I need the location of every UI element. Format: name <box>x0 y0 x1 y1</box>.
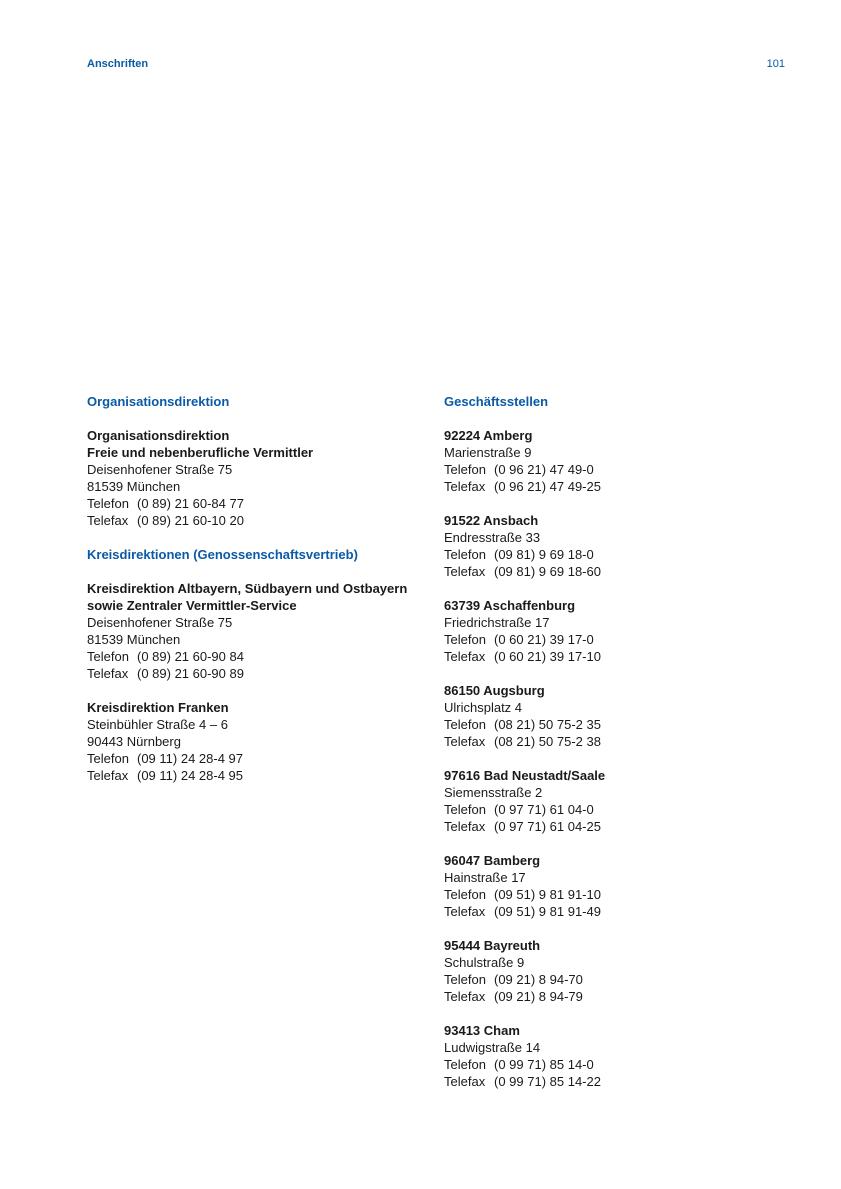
address-block <box>444 597 784 665</box>
fax-number: (0 99 71) 85 14-22 <box>494 1074 601 1089</box>
left-column <box>87 393 417 801</box>
address-block <box>87 580 417 682</box>
office-name: 63739 Aschaffenburg <box>444 598 576 613</box>
office-name: Freie und nebenberufliche Vermittler <box>87 445 314 460</box>
phone-number: (09 81) 9 69 18-0 <box>494 547 594 562</box>
fax-label: Telefax <box>444 649 486 664</box>
phone <box>87 750 417 767</box>
fax <box>444 1073 784 1090</box>
phone-label: Telefon <box>444 717 486 732</box>
fax-label: Telefax <box>444 479 486 494</box>
fax-label: Telefax <box>87 513 129 528</box>
phone-label: Telefon <box>444 802 486 817</box>
phone-number: (0 97 71) 61 04-0 <box>494 802 594 817</box>
address-block <box>444 1022 784 1090</box>
phone-label: Telefon <box>444 887 486 902</box>
address-line: Marienstraße 9 <box>444 445 532 460</box>
section-heading: Organisationsdirektion <box>87 394 230 409</box>
fax-number: (0 96 21) 47 49-25 <box>494 479 601 494</box>
fax-number: (0 97 71) 61 04-25 <box>494 819 601 834</box>
office-name: 91522 Ansbach <box>444 513 539 528</box>
right-column <box>444 393 784 1107</box>
fax-number: (08 21) 50 75-2 38 <box>494 734 601 749</box>
address-block <box>444 937 784 1005</box>
address-line: Siemensstraße 2 <box>444 785 543 800</box>
phone-label: Telefon <box>444 1057 486 1072</box>
address-line: Steinbühler Straße 4 – 6 <box>87 717 228 732</box>
address-block <box>87 427 417 529</box>
office-name: Organisationsdirektion <box>87 428 230 443</box>
phone <box>87 648 417 665</box>
fax-number: (0 60 21) 39 17-10 <box>494 649 601 664</box>
address-line: Endresstraße 33 <box>444 530 541 545</box>
phone-number: (0 99 71) 85 14-0 <box>494 1057 594 1072</box>
phone-number: (09 51) 9 81 91-10 <box>494 887 601 902</box>
address-block <box>444 512 784 580</box>
phone <box>87 495 417 512</box>
fax-label: Telefax <box>444 564 486 579</box>
phone-number: (09 21) 8 94-70 <box>494 972 583 987</box>
phone <box>444 886 784 903</box>
address-line: Friedrichstraße 17 <box>444 615 550 630</box>
fax-number: (0 89) 21 60-90 89 <box>137 666 244 681</box>
fax-label: Telefax <box>87 768 129 783</box>
fax <box>87 665 417 682</box>
address-block <box>444 427 784 495</box>
address-line: Hainstraße 17 <box>444 870 526 885</box>
phone-label: Telefon <box>444 547 486 562</box>
fax <box>87 767 417 784</box>
office-name: Kreisdirektion Franken <box>87 700 229 715</box>
phone-number: (0 89) 21 60-84 77 <box>137 496 244 511</box>
fax <box>444 478 784 495</box>
phone <box>444 1056 784 1073</box>
fax <box>444 818 784 835</box>
address-line: 90443 Nürnberg <box>87 734 181 749</box>
fax-label: Telefax <box>444 989 486 1004</box>
phone-number: (0 89) 21 60-90 84 <box>137 649 244 664</box>
page-number: 101 <box>766 58 785 70</box>
fax-label: Telefax <box>444 1074 486 1089</box>
phone <box>444 801 784 818</box>
address-line: Ulrichsplatz 4 <box>444 700 523 715</box>
fax-number: (09 81) 9 69 18-60 <box>494 564 601 579</box>
fax-label: Telefax <box>444 734 486 749</box>
phone-number: (08 21) 50 75-2 35 <box>494 717 601 732</box>
section-heading: Kreisdirektionen (Genossenschaftsvertrieb) <box>87 547 358 562</box>
phone <box>444 716 784 733</box>
fax <box>444 648 784 665</box>
fax-number: (09 21) 8 94-79 <box>494 989 583 1004</box>
address-line: Schulstraße 9 <box>444 955 525 970</box>
address-line: 81539 München <box>87 479 181 494</box>
fax-number: (09 11) 24 28-4 95 <box>137 768 243 783</box>
address-block <box>444 767 784 835</box>
phone-number: (09 11) 24 28-4 97 <box>137 751 243 766</box>
phone-label: Telefon <box>444 632 486 647</box>
address-line: Deisenhofener Straße 75 <box>87 462 233 477</box>
fax <box>444 988 784 1005</box>
address-line: Ludwigstraße 14 <box>444 1040 541 1055</box>
fax-label: Telefax <box>444 819 486 834</box>
fax-number: (0 89) 21 60-10 20 <box>137 513 244 528</box>
phone-label: Telefon <box>87 649 129 664</box>
office-name: 95444 Bayreuth <box>444 938 541 953</box>
office-name: 96047 Bamberg <box>444 853 541 868</box>
phone <box>444 546 784 563</box>
phone-label: Telefon <box>444 462 486 477</box>
fax <box>444 733 784 750</box>
fax <box>444 563 784 580</box>
office-name: 92224 Amberg <box>444 428 533 443</box>
phone-label: Telefon <box>444 972 486 987</box>
fax-number: (09 51) 9 81 91-49 <box>494 904 601 919</box>
address-block <box>87 699 417 784</box>
office-name: sowie Zentraler Vermittler-Service <box>87 598 297 613</box>
fax <box>444 903 784 920</box>
address-line: 81539 München <box>87 632 181 647</box>
running-header-section: Anschriften <box>87 58 149 70</box>
office-name: Kreisdirektion Altbayern, Südbayern und Ostbayern <box>87 581 408 596</box>
office-name: 97616 Bad Neustadt/Saale <box>444 768 606 783</box>
fax <box>87 512 417 529</box>
office-name: 93413 Cham <box>444 1023 520 1038</box>
fax-label: Telefax <box>444 904 486 919</box>
office-name: 86150 Augsburg <box>444 683 545 698</box>
address-line: Deisenhofener Straße 75 <box>87 615 233 630</box>
phone-label: Telefon <box>87 496 129 511</box>
section-heading: Geschäftsstellen <box>444 394 549 409</box>
phone-number: (0 96 21) 47 49-0 <box>494 462 594 477</box>
phone <box>444 631 784 648</box>
phone-number: (0 60 21) 39 17-0 <box>494 632 594 647</box>
address-block <box>444 682 784 750</box>
phone <box>444 971 784 988</box>
phone-label: Telefon <box>87 751 129 766</box>
phone <box>444 461 784 478</box>
fax-label: Telefax <box>87 666 129 681</box>
address-block <box>444 852 784 920</box>
